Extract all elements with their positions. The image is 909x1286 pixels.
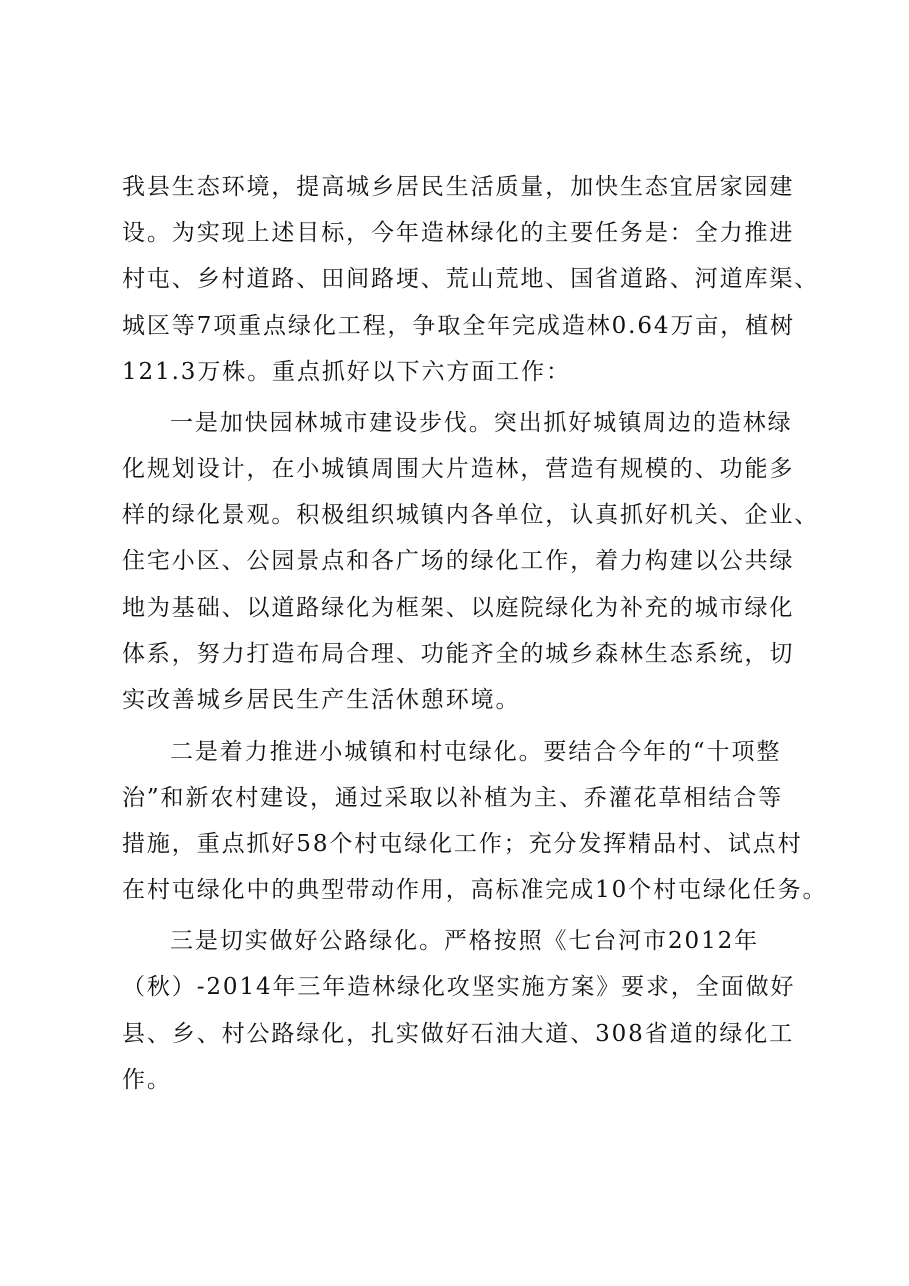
paragraph-line: （秋）-2014年三年造林绿化攻坚实施方案》要求，全面做好 xyxy=(122,974,796,1000)
paragraph-line: 治”和新农村建设，通过采取以补植为主、乔灌花草相结合等 xyxy=(122,785,784,811)
paragraph-line: 化规划设计，在小城镇周围大片造林，营造有规模的、功能多 xyxy=(122,456,795,482)
paragraph-line: 地为基础、以道路绿化为框架、以庭院绿化为补充的城市绿化 xyxy=(122,595,795,621)
paragraph-line: 实改善城乡居民生产生活休憩环境。 xyxy=(122,687,521,713)
paragraph-line: 住宅小区、公园景点和各广场的绿化工作，着力构建以公共绿 xyxy=(122,548,795,574)
paragraph-line: 措施，重点抓好58个村屯绿化工作；充分发挥精品村、试点村 xyxy=(122,831,803,857)
paragraph-line: 样的绿化景观。积极组织城镇内各单位，认真抓好机关、企业、 xyxy=(122,502,820,528)
paragraph-line: 城区等7项重点绿化工程，争取全年完成造林0.64万亩，植树 xyxy=(122,313,795,339)
paragraph-line: 我县生态环境，提高城乡居民生活质量，加快生态宜居家园建 xyxy=(122,174,795,200)
paragraph-line: 设。为实现上述目标，今年造林绿化的主要任务是：全力推进 xyxy=(122,220,795,246)
paragraph-line: 县、乡、村公路绿化，扎实做好石油大道、308省道的绿化工 xyxy=(122,1021,795,1047)
paragraph-line: 三是切实做好公路绿化。严格按照《七台河市2012年 xyxy=(170,928,760,954)
paragraph-line: 二是着力推进小城镇和村屯绿化。要结合今年的“十项整 xyxy=(170,739,782,765)
paragraph-line: 121.3万株。重点抓好以下六方面工作： xyxy=(122,359,571,385)
paragraph-line: 村屯、乡村道路、田间路埂、荒山荒地、国省道路、河道库渠、 xyxy=(122,266,820,292)
paragraph-line: 作。 xyxy=(122,1067,172,1093)
paragraph-line: 在村屯绿化中的典型带动作用，高标准完成10个村屯绿化任务。 xyxy=(122,877,828,903)
paragraph-line: 一是加快园林城市建设步伐。突出抓好城镇周边的造林绿 xyxy=(170,410,793,436)
paragraph-line: 体系，努力打造布局合理、功能齐全的城乡森林生态系统，切 xyxy=(122,641,795,667)
